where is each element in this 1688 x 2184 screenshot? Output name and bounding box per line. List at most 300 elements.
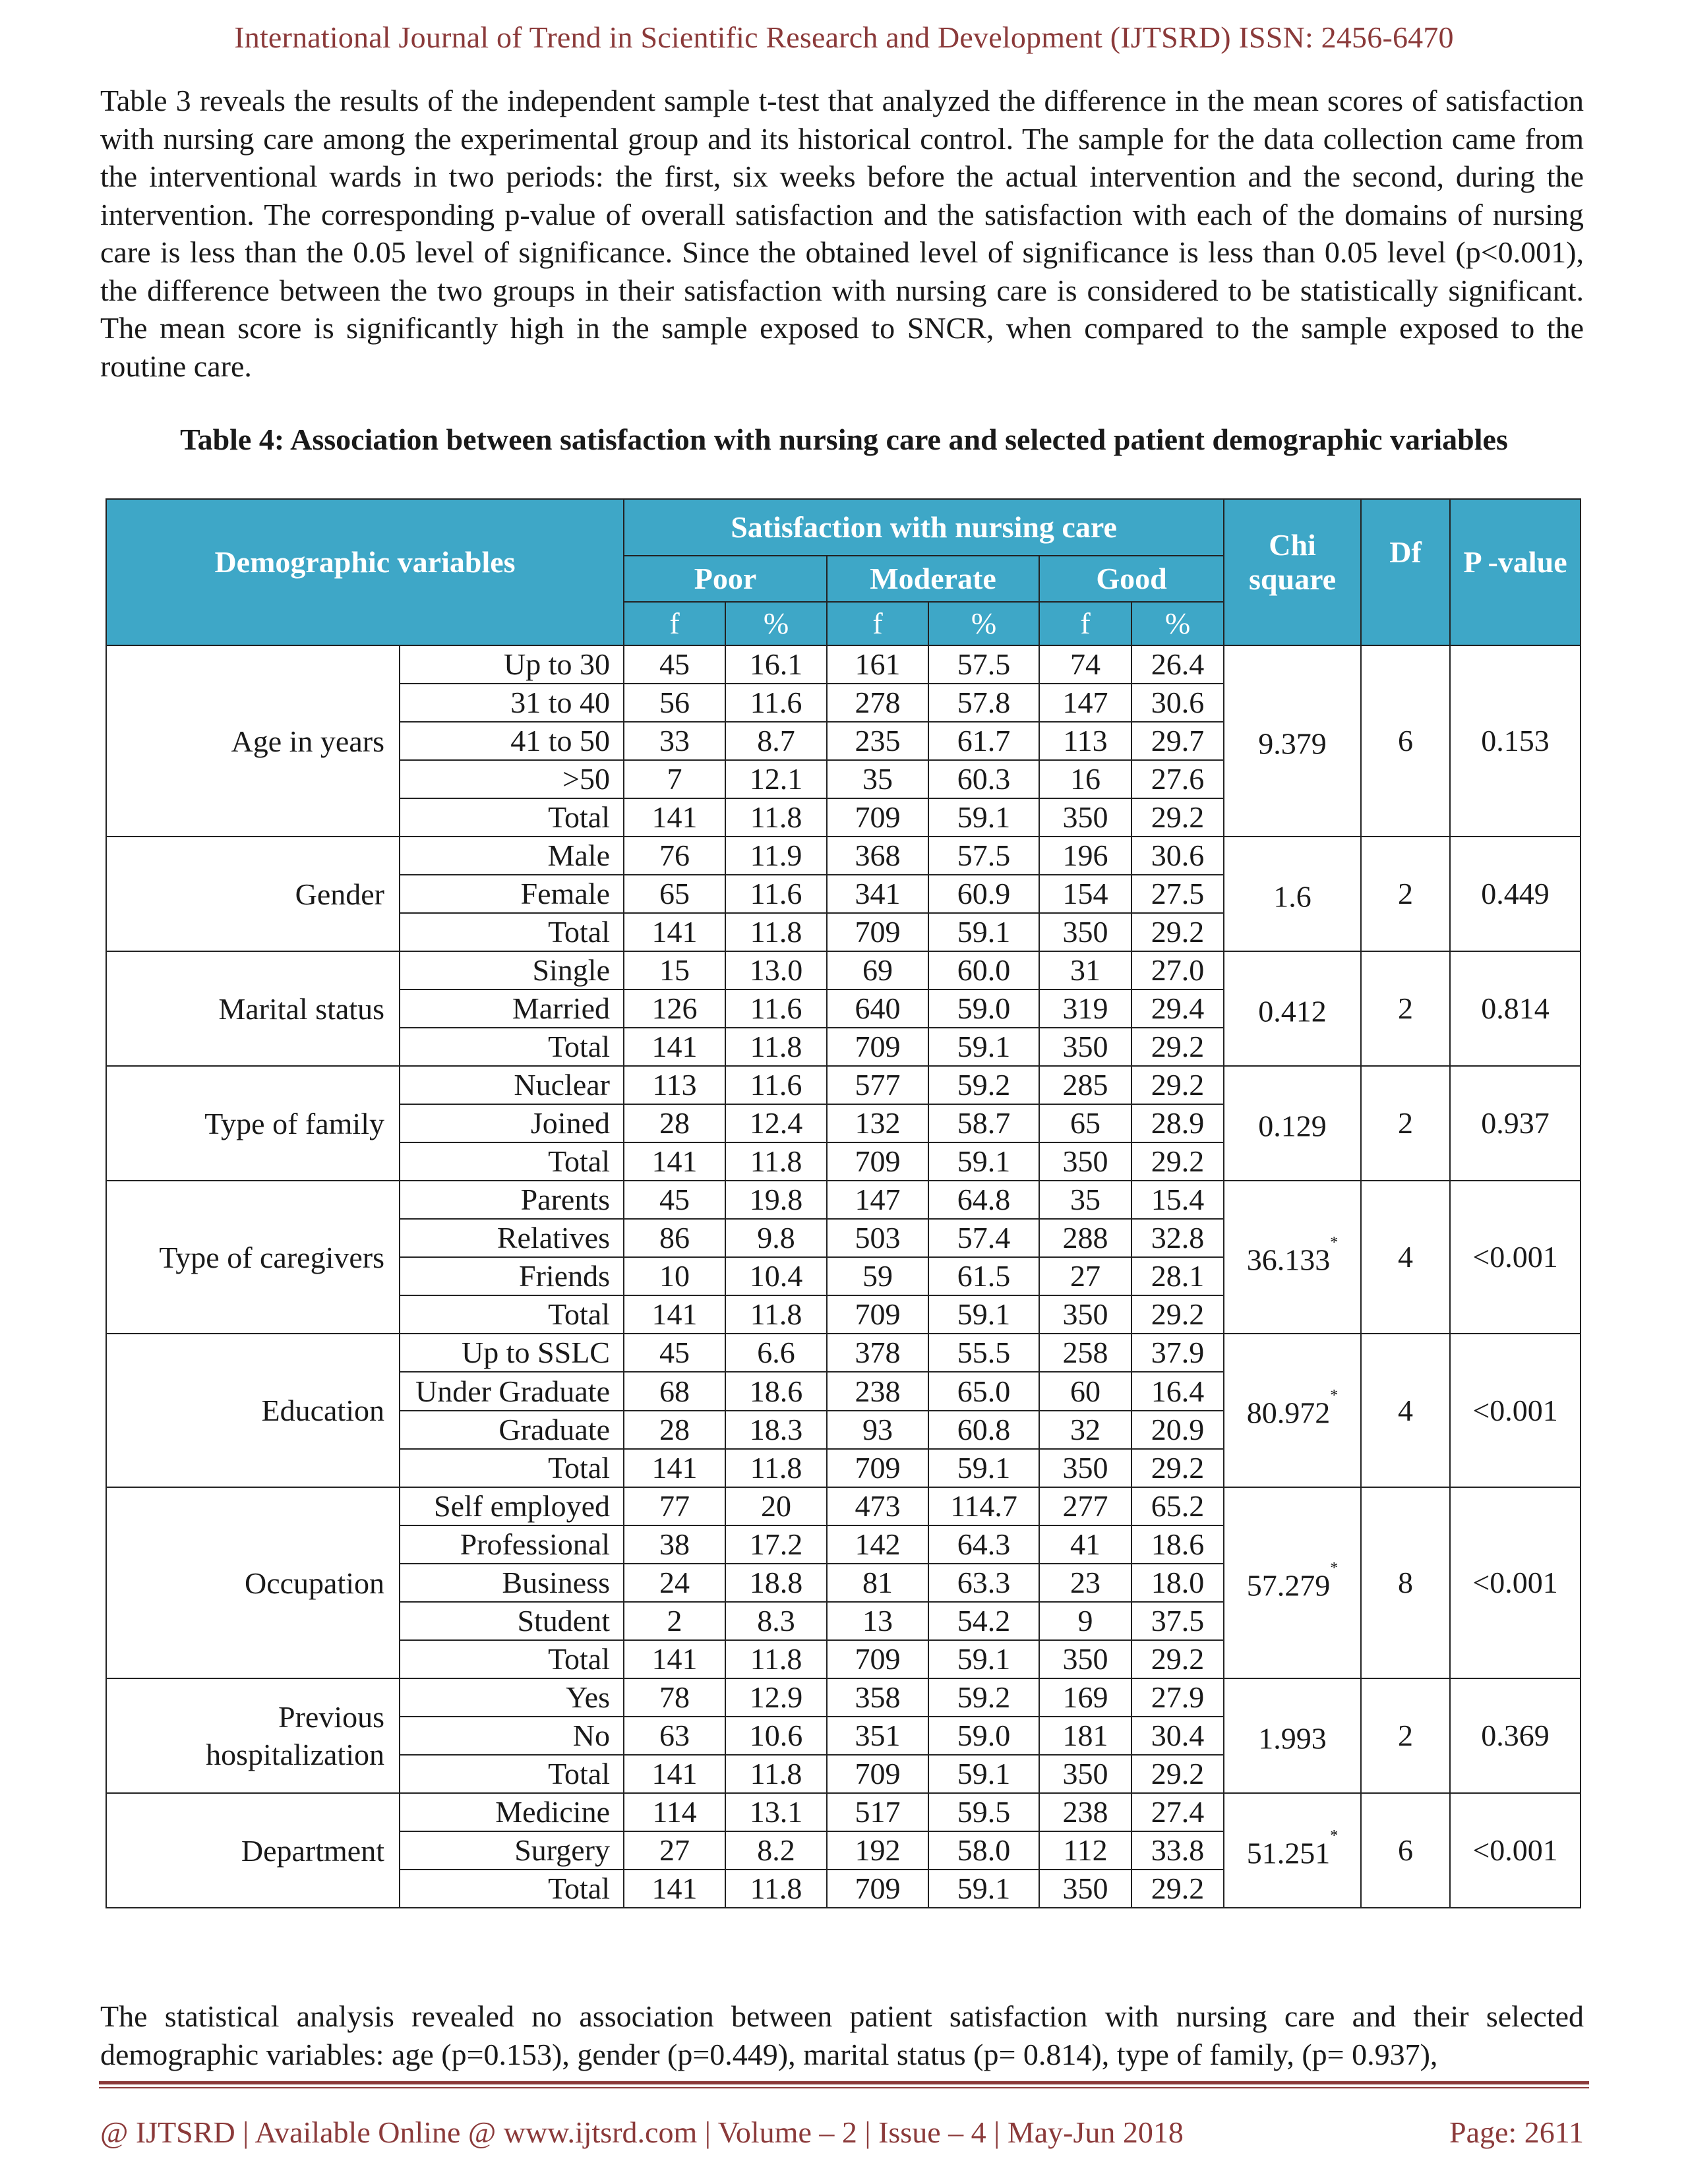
frequency-cell: 15 [624, 951, 725, 989]
percent-cell: 58.7 [928, 1104, 1039, 1142]
frequency-cell: 86 [624, 1219, 725, 1257]
frequency-cell: 77 [624, 1487, 725, 1525]
percent-cell: 29.4 [1131, 989, 1224, 1028]
frequency-cell: 59 [827, 1257, 928, 1295]
table-row [106, 1678, 1581, 1717]
frequency-cell: 35 [1039, 1181, 1131, 1219]
frequency-cell: 60 [1039, 1372, 1131, 1411]
frequency-cell: 10 [624, 1257, 725, 1295]
table-row [106, 1334, 1581, 1372]
group-label: Marital status [106, 951, 400, 1066]
header-pct: % [928, 602, 1039, 645]
frequency-cell: 169 [1039, 1678, 1131, 1717]
frequency-cell: 709 [827, 798, 928, 837]
header-chi-square: Chi square [1224, 499, 1361, 645]
frequency-cell: 350 [1039, 798, 1131, 837]
table-header [106, 499, 1581, 645]
header-poor: Poor [624, 556, 827, 602]
footer-rule-thin [99, 2087, 1589, 2088]
frequency-cell: 640 [827, 989, 928, 1028]
percent-cell: 64.8 [928, 1181, 1039, 1219]
frequency-cell: 577 [827, 1066, 928, 1104]
group-label: Occupation [106, 1487, 400, 1678]
percent-cell: 29.2 [1131, 1142, 1224, 1181]
group-label: Gender [106, 837, 400, 951]
percent-cell: 28.1 [1131, 1257, 1224, 1295]
frequency-cell: 65 [624, 875, 725, 913]
group-label: Type of family [106, 1066, 400, 1181]
percent-cell: 19.8 [725, 1181, 827, 1219]
percent-cell: 12.9 [725, 1678, 827, 1717]
frequency-cell: 141 [624, 798, 725, 837]
frequency-cell: 285 [1039, 1066, 1131, 1104]
frequency-cell: 709 [827, 913, 928, 951]
frequency-cell: 74 [1039, 645, 1131, 684]
percent-cell: 12.4 [725, 1104, 827, 1142]
percent-cell: 59.0 [928, 1717, 1039, 1755]
category-label: Professional [400, 1525, 624, 1564]
frequency-cell: 141 [624, 1755, 725, 1793]
footer-rule [99, 2081, 1589, 2084]
chi-square-value: 51.251 [1246, 1836, 1331, 1870]
percent-cell: 32.8 [1131, 1219, 1224, 1257]
percent-cell: 27.0 [1131, 951, 1224, 989]
frequency-cell: 709 [827, 1870, 928, 1908]
percent-cell: 59.1 [928, 1640, 1039, 1678]
chi-square-value: 57.279 [1246, 1568, 1331, 1603]
percent-cell: 18.6 [725, 1372, 827, 1411]
frequency-cell: 350 [1039, 1295, 1131, 1334]
table-row [106, 951, 1581, 989]
p-value-cell: <0.001 [1450, 1793, 1581, 1908]
chi-square-cell [1224, 1793, 1361, 1908]
percent-cell: 28.9 [1131, 1104, 1224, 1142]
header-df: Df [1361, 499, 1450, 645]
header-f: f [1039, 602, 1131, 645]
group-label: Department [106, 1793, 400, 1908]
category-label: 31 to 40 [400, 684, 624, 722]
chi-square-cell [1224, 645, 1361, 837]
table-row [106, 1487, 1581, 1525]
frequency-cell: 368 [827, 837, 928, 875]
category-label: Up to SSLC [400, 1334, 624, 1372]
df-cell: 2 [1361, 1066, 1450, 1181]
category-label: Single [400, 951, 624, 989]
percent-cell: 59.1 [928, 1295, 1039, 1334]
header-demographic: Demographic variables [106, 499, 624, 645]
category-label: Surgery [400, 1831, 624, 1870]
frequency-cell: 81 [827, 1564, 928, 1602]
percent-cell: 11.8 [725, 1449, 827, 1487]
percent-cell: 29.2 [1131, 798, 1224, 837]
percent-cell: 29.2 [1131, 1295, 1224, 1334]
p-value-cell: 0.369 [1450, 1678, 1581, 1793]
category-label: Male [400, 837, 624, 875]
percent-cell: 59.2 [928, 1066, 1039, 1104]
frequency-cell: 132 [827, 1104, 928, 1142]
frequency-cell: 154 [1039, 875, 1131, 913]
chi-square-cell [1224, 1181, 1361, 1334]
frequency-cell: 278 [827, 684, 928, 722]
df-cell: 6 [1361, 645, 1450, 837]
df-cell: 8 [1361, 1487, 1450, 1678]
percent-cell: 27.5 [1131, 875, 1224, 913]
percent-cell: 57.8 [928, 684, 1039, 722]
percent-cell: 29.7 [1131, 722, 1224, 760]
percent-cell: 18.8 [725, 1564, 827, 1602]
percent-cell: 11.6 [725, 989, 827, 1028]
body-paragraph-top: Table 3 reveals the results of the independent sample t-test that analyzed the difference in the mean scores of satisfaction with nursing care among the experimental group and its historical control. The sample for the data collection came from the interventional wards in two periods: the first, six weeks before the actual intervention and the second, during the intervention. The corresponding p-value of overall satisfaction and the satisfaction with each of the domains of nursing care is less than the 0.05 level of significance. Since the obtained level of significance is less than 0.05 level (p<0.001), the difference between the two groups in their satisfaction with nursing care is considered to be statistically significant. The mean score is significantly high in the sample exposed to SNCR, when compared to the sample exposed to the routine care. [100, 84, 1584, 383]
frequency-cell: 161 [827, 645, 928, 684]
percent-cell: 29.2 [1131, 1449, 1224, 1487]
percent-cell: 16.1 [725, 645, 827, 684]
category-label: Self employed [400, 1487, 624, 1525]
category-label: Graduate [400, 1411, 624, 1449]
association-table [106, 498, 1581, 1908]
category-label: Yes [400, 1678, 624, 1717]
frequency-cell: 32 [1039, 1411, 1131, 1449]
frequency-cell: 9 [1039, 1602, 1131, 1640]
category-label: Friends [400, 1257, 624, 1295]
percent-cell: 11.8 [725, 913, 827, 951]
journal-header: International Journal of Trend in Scientific Research and Development (IJTSRD) ISSN: 2456-6470 [234, 20, 1454, 54]
percent-cell: 57.5 [928, 645, 1039, 684]
percent-cell: 11.6 [725, 1066, 827, 1104]
frequency-cell: 78 [624, 1678, 725, 1717]
percent-cell: 59.5 [928, 1793, 1039, 1831]
percent-cell: 27.6 [1131, 760, 1224, 798]
percent-cell: 20.9 [1131, 1411, 1224, 1449]
frequency-cell: 45 [624, 645, 725, 684]
chi-square-value: 0.412 [1258, 994, 1327, 1028]
percent-cell: 59.2 [928, 1678, 1039, 1717]
frequency-cell: 350 [1039, 1870, 1131, 1908]
percent-cell: 17.2 [725, 1525, 827, 1564]
chi-square-cell [1224, 951, 1361, 1066]
percent-cell: 60.3 [928, 760, 1039, 798]
percent-cell: 10.4 [725, 1257, 827, 1295]
frequency-cell: 28 [624, 1104, 725, 1142]
category-label: Business [400, 1564, 624, 1602]
percent-cell: 15.4 [1131, 1181, 1224, 1219]
frequency-cell: 45 [624, 1334, 725, 1372]
percent-cell: 59.1 [928, 1449, 1039, 1487]
frequency-cell: 141 [624, 1870, 725, 1908]
percent-cell: 29.2 [1131, 1640, 1224, 1678]
frequency-cell: 31 [1039, 951, 1131, 989]
frequency-cell: 142 [827, 1525, 928, 1564]
frequency-cell: 69 [827, 951, 928, 989]
chi-square-value: 80.972 [1246, 1396, 1331, 1430]
percent-cell: 59.1 [928, 798, 1039, 837]
percent-cell: 61.7 [928, 722, 1039, 760]
group-label: Previous hospitalization [106, 1678, 400, 1793]
category-label: Total [400, 1028, 624, 1066]
category-label: Total [400, 798, 624, 837]
percent-cell: 20 [725, 1487, 827, 1525]
frequency-cell: 56 [624, 684, 725, 722]
header-f: f [827, 602, 928, 645]
frequency-cell: 709 [827, 1295, 928, 1334]
percent-cell: 59.1 [928, 1142, 1039, 1181]
chi-square-cell [1224, 1066, 1361, 1181]
percent-cell: 114.7 [928, 1487, 1039, 1525]
percent-cell: 30.6 [1131, 684, 1224, 722]
frequency-cell: 181 [1039, 1717, 1131, 1755]
frequency-cell: 378 [827, 1334, 928, 1372]
percent-cell: 8.2 [725, 1831, 827, 1870]
category-label: >50 [400, 760, 624, 798]
significance-marker: * [1330, 1559, 1339, 1577]
chi-square-value: 1.6 [1273, 879, 1311, 914]
frequency-cell: 238 [1039, 1793, 1131, 1831]
percent-cell: 8.3 [725, 1602, 827, 1640]
category-label: Under Graduate [400, 1372, 624, 1411]
frequency-cell: 277 [1039, 1487, 1131, 1525]
df-cell: 4 [1361, 1181, 1450, 1334]
table-row [106, 1066, 1581, 1104]
percent-cell: 60.9 [928, 875, 1039, 913]
df-cell: 2 [1361, 1678, 1450, 1793]
frequency-cell: 473 [827, 1487, 928, 1525]
percent-cell: 59.1 [928, 1870, 1039, 1908]
frequency-cell: 141 [624, 913, 725, 951]
frequency-cell: 113 [1039, 722, 1131, 760]
frequency-cell: 2 [624, 1602, 725, 1640]
table-row [106, 837, 1581, 875]
frequency-cell: 24 [624, 1564, 725, 1602]
chi-square-value: 9.379 [1258, 726, 1327, 761]
percent-cell: 37.5 [1131, 1602, 1224, 1640]
frequency-cell: 126 [624, 989, 725, 1028]
percent-cell: 57.4 [928, 1219, 1039, 1257]
chi-square-value: 0.129 [1258, 1109, 1327, 1143]
percent-cell: 18.0 [1131, 1564, 1224, 1602]
frequency-cell: 76 [624, 837, 725, 875]
category-label: Parents [400, 1181, 624, 1219]
category-label: Female [400, 875, 624, 913]
frequency-cell: 319 [1039, 989, 1131, 1028]
frequency-cell: 141 [624, 1640, 725, 1678]
frequency-cell: 7 [624, 760, 725, 798]
frequency-cell: 147 [1039, 684, 1131, 722]
df-cell: 2 [1361, 837, 1450, 951]
chi-square-cell [1224, 1487, 1361, 1678]
chi-square-value: 1.993 [1258, 1721, 1327, 1756]
percent-cell: 64.3 [928, 1525, 1039, 1564]
p-value-cell: 0.153 [1450, 645, 1581, 837]
frequency-cell: 141 [624, 1295, 725, 1334]
frequency-cell: 45 [624, 1181, 725, 1219]
percent-cell: 11.8 [725, 1295, 827, 1334]
percent-cell: 16.4 [1131, 1372, 1224, 1411]
percent-cell: 11.9 [725, 837, 827, 875]
frequency-cell: 16 [1039, 760, 1131, 798]
percent-cell: 6.6 [725, 1334, 827, 1372]
percent-cell: 11.8 [725, 798, 827, 837]
frequency-cell: 41 [1039, 1525, 1131, 1564]
percent-cell: 29.2 [1131, 1755, 1224, 1793]
frequency-cell: 13 [827, 1602, 928, 1640]
group-label: Type of caregivers [106, 1181, 400, 1334]
header-pct: % [1131, 602, 1224, 645]
frequency-cell: 288 [1039, 1219, 1131, 1257]
header-p-value: P -value [1450, 499, 1581, 645]
category-label: Nuclear [400, 1066, 624, 1104]
category-label: 41 to 50 [400, 722, 624, 760]
frequency-cell: 341 [827, 875, 928, 913]
frequency-cell: 68 [624, 1372, 725, 1411]
percent-cell: 30.4 [1131, 1717, 1224, 1755]
frequency-cell: 709 [827, 1142, 928, 1181]
frequency-cell: 350 [1039, 1142, 1131, 1181]
table-row [106, 1181, 1581, 1219]
significance-marker: * [1330, 1387, 1339, 1405]
percent-cell: 9.8 [725, 1219, 827, 1257]
percent-cell: 60.0 [928, 951, 1039, 989]
category-label: Married [400, 989, 624, 1028]
group-label: Education [106, 1334, 400, 1487]
frequency-cell: 238 [827, 1372, 928, 1411]
percent-cell: 8.7 [725, 722, 827, 760]
percent-cell: 37.9 [1131, 1334, 1224, 1372]
p-value-cell: <0.001 [1450, 1334, 1581, 1487]
percent-cell: 59.1 [928, 1755, 1039, 1793]
percent-cell: 63.3 [928, 1564, 1039, 1602]
frequency-cell: 141 [624, 1142, 725, 1181]
percent-cell: 65.0 [928, 1372, 1039, 1411]
frequency-cell: 28 [624, 1411, 725, 1449]
percent-cell: 26.4 [1131, 645, 1224, 684]
frequency-cell: 93 [827, 1411, 928, 1449]
frequency-cell: 709 [827, 1640, 928, 1678]
significance-marker: * [1330, 1827, 1339, 1845]
frequency-cell: 350 [1039, 1028, 1131, 1066]
significance-marker: * [1330, 1233, 1339, 1251]
table-row [106, 645, 1581, 684]
percent-cell: 11.6 [725, 684, 827, 722]
table-caption: Table 4: Association between satisfaction with nursing care and selected patient demographic variables [180, 423, 1508, 456]
percent-cell: 59.1 [928, 913, 1039, 951]
category-label: No [400, 1717, 624, 1755]
percent-cell: 10.6 [725, 1717, 827, 1755]
percent-cell: 29.2 [1131, 1066, 1224, 1104]
chi-square-cell [1224, 1678, 1361, 1793]
body-paragraph-bottom: The statistical analysis revealed no association between patient satisfaction with nursing care and their selected demographic variables: age (p=0.153), gender (p=0.449), marital status (p= 0.814), type of family, (p= 0.937), [100, 1999, 1584, 2071]
frequency-cell: 351 [827, 1717, 928, 1755]
category-label: Total [400, 1755, 624, 1793]
df-cell: 2 [1361, 951, 1450, 1066]
chi-square-cell [1224, 837, 1361, 951]
footer-info: @ IJTSRD | Available Online @ www.ijtsrd.com | Volume – 2 | Issue – 4 | May-Jun 2018 [100, 2115, 1184, 2149]
frequency-cell: 350 [1039, 1640, 1131, 1678]
chi-square-cell [1224, 1334, 1361, 1487]
percent-cell: 57.5 [928, 837, 1039, 875]
percent-cell: 30.6 [1131, 837, 1224, 875]
percent-cell: 11.8 [725, 1142, 827, 1181]
frequency-cell: 38 [624, 1525, 725, 1564]
percent-cell: 11.6 [725, 875, 827, 913]
frequency-cell: 235 [827, 722, 928, 760]
p-value-cell: <0.001 [1450, 1181, 1581, 1334]
frequency-cell: 350 [1039, 1449, 1131, 1487]
p-value-cell: 0.449 [1450, 837, 1581, 951]
frequency-cell: 350 [1039, 913, 1131, 951]
frequency-cell: 141 [624, 1028, 725, 1066]
frequency-cell: 517 [827, 1793, 928, 1831]
category-label: Total [400, 1449, 624, 1487]
percent-cell: 58.0 [928, 1831, 1039, 1870]
category-label: Total [400, 1295, 624, 1334]
percent-cell: 55.5 [928, 1334, 1039, 1372]
frequency-cell: 709 [827, 1755, 928, 1793]
p-value-cell: 0.814 [1450, 951, 1581, 1066]
percent-cell: 12.1 [725, 760, 827, 798]
percent-cell: 61.5 [928, 1257, 1039, 1295]
frequency-cell: 63 [624, 1717, 725, 1755]
frequency-cell: 113 [624, 1066, 725, 1104]
df-cell: 4 [1361, 1334, 1450, 1487]
percent-cell: 29.2 [1131, 1028, 1224, 1066]
frequency-cell: 27 [624, 1831, 725, 1870]
header-moderate: Moderate [827, 556, 1039, 602]
frequency-cell: 114 [624, 1793, 725, 1831]
percent-cell: 59.0 [928, 989, 1039, 1028]
chi-square-value: 36.133 [1246, 1243, 1331, 1277]
percent-cell: 11.8 [725, 1755, 827, 1793]
frequency-cell: 141 [624, 1449, 725, 1487]
percent-cell: 13.0 [725, 951, 827, 989]
frequency-cell: 258 [1039, 1334, 1131, 1372]
frequency-cell: 709 [827, 1028, 928, 1066]
table-row [106, 1793, 1581, 1831]
frequency-cell: 35 [827, 760, 928, 798]
category-label: Total [400, 1870, 624, 1908]
percent-cell: 33.8 [1131, 1831, 1224, 1870]
category-label: Up to 30 [400, 645, 624, 684]
percent-cell: 11.8 [725, 1028, 827, 1066]
frequency-cell: 27 [1039, 1257, 1131, 1295]
percent-cell: 27.9 [1131, 1678, 1224, 1717]
group-label: Age in years [106, 645, 400, 837]
percent-cell: 11.8 [725, 1870, 827, 1908]
header-f: f [624, 602, 725, 645]
header-good: Good [1039, 556, 1224, 602]
percent-cell: 29.2 [1131, 1870, 1224, 1908]
category-label: Medicine [400, 1793, 624, 1831]
category-label: Total [400, 913, 624, 951]
frequency-cell: 358 [827, 1678, 928, 1717]
df-cell: 6 [1361, 1793, 1450, 1908]
category-label: Total [400, 1142, 624, 1181]
percent-cell: 11.8 [725, 1640, 827, 1678]
frequency-cell: 350 [1039, 1755, 1131, 1793]
percent-cell: 27.4 [1131, 1793, 1224, 1831]
percent-cell: 13.1 [725, 1793, 827, 1831]
p-value-cell: 0.937 [1450, 1066, 1581, 1181]
percent-cell: 18.6 [1131, 1525, 1224, 1564]
percent-cell: 54.2 [928, 1602, 1039, 1640]
frequency-cell: 112 [1039, 1831, 1131, 1870]
category-label: Relatives [400, 1219, 624, 1257]
p-value-cell: <0.001 [1450, 1487, 1581, 1678]
category-label: Joined [400, 1104, 624, 1142]
table-body [106, 645, 1581, 1908]
footer-page-number: Page: 2611 [1449, 2115, 1584, 2149]
frequency-cell: 147 [827, 1181, 928, 1219]
percent-cell: 29.2 [1131, 913, 1224, 951]
frequency-cell: 503 [827, 1219, 928, 1257]
